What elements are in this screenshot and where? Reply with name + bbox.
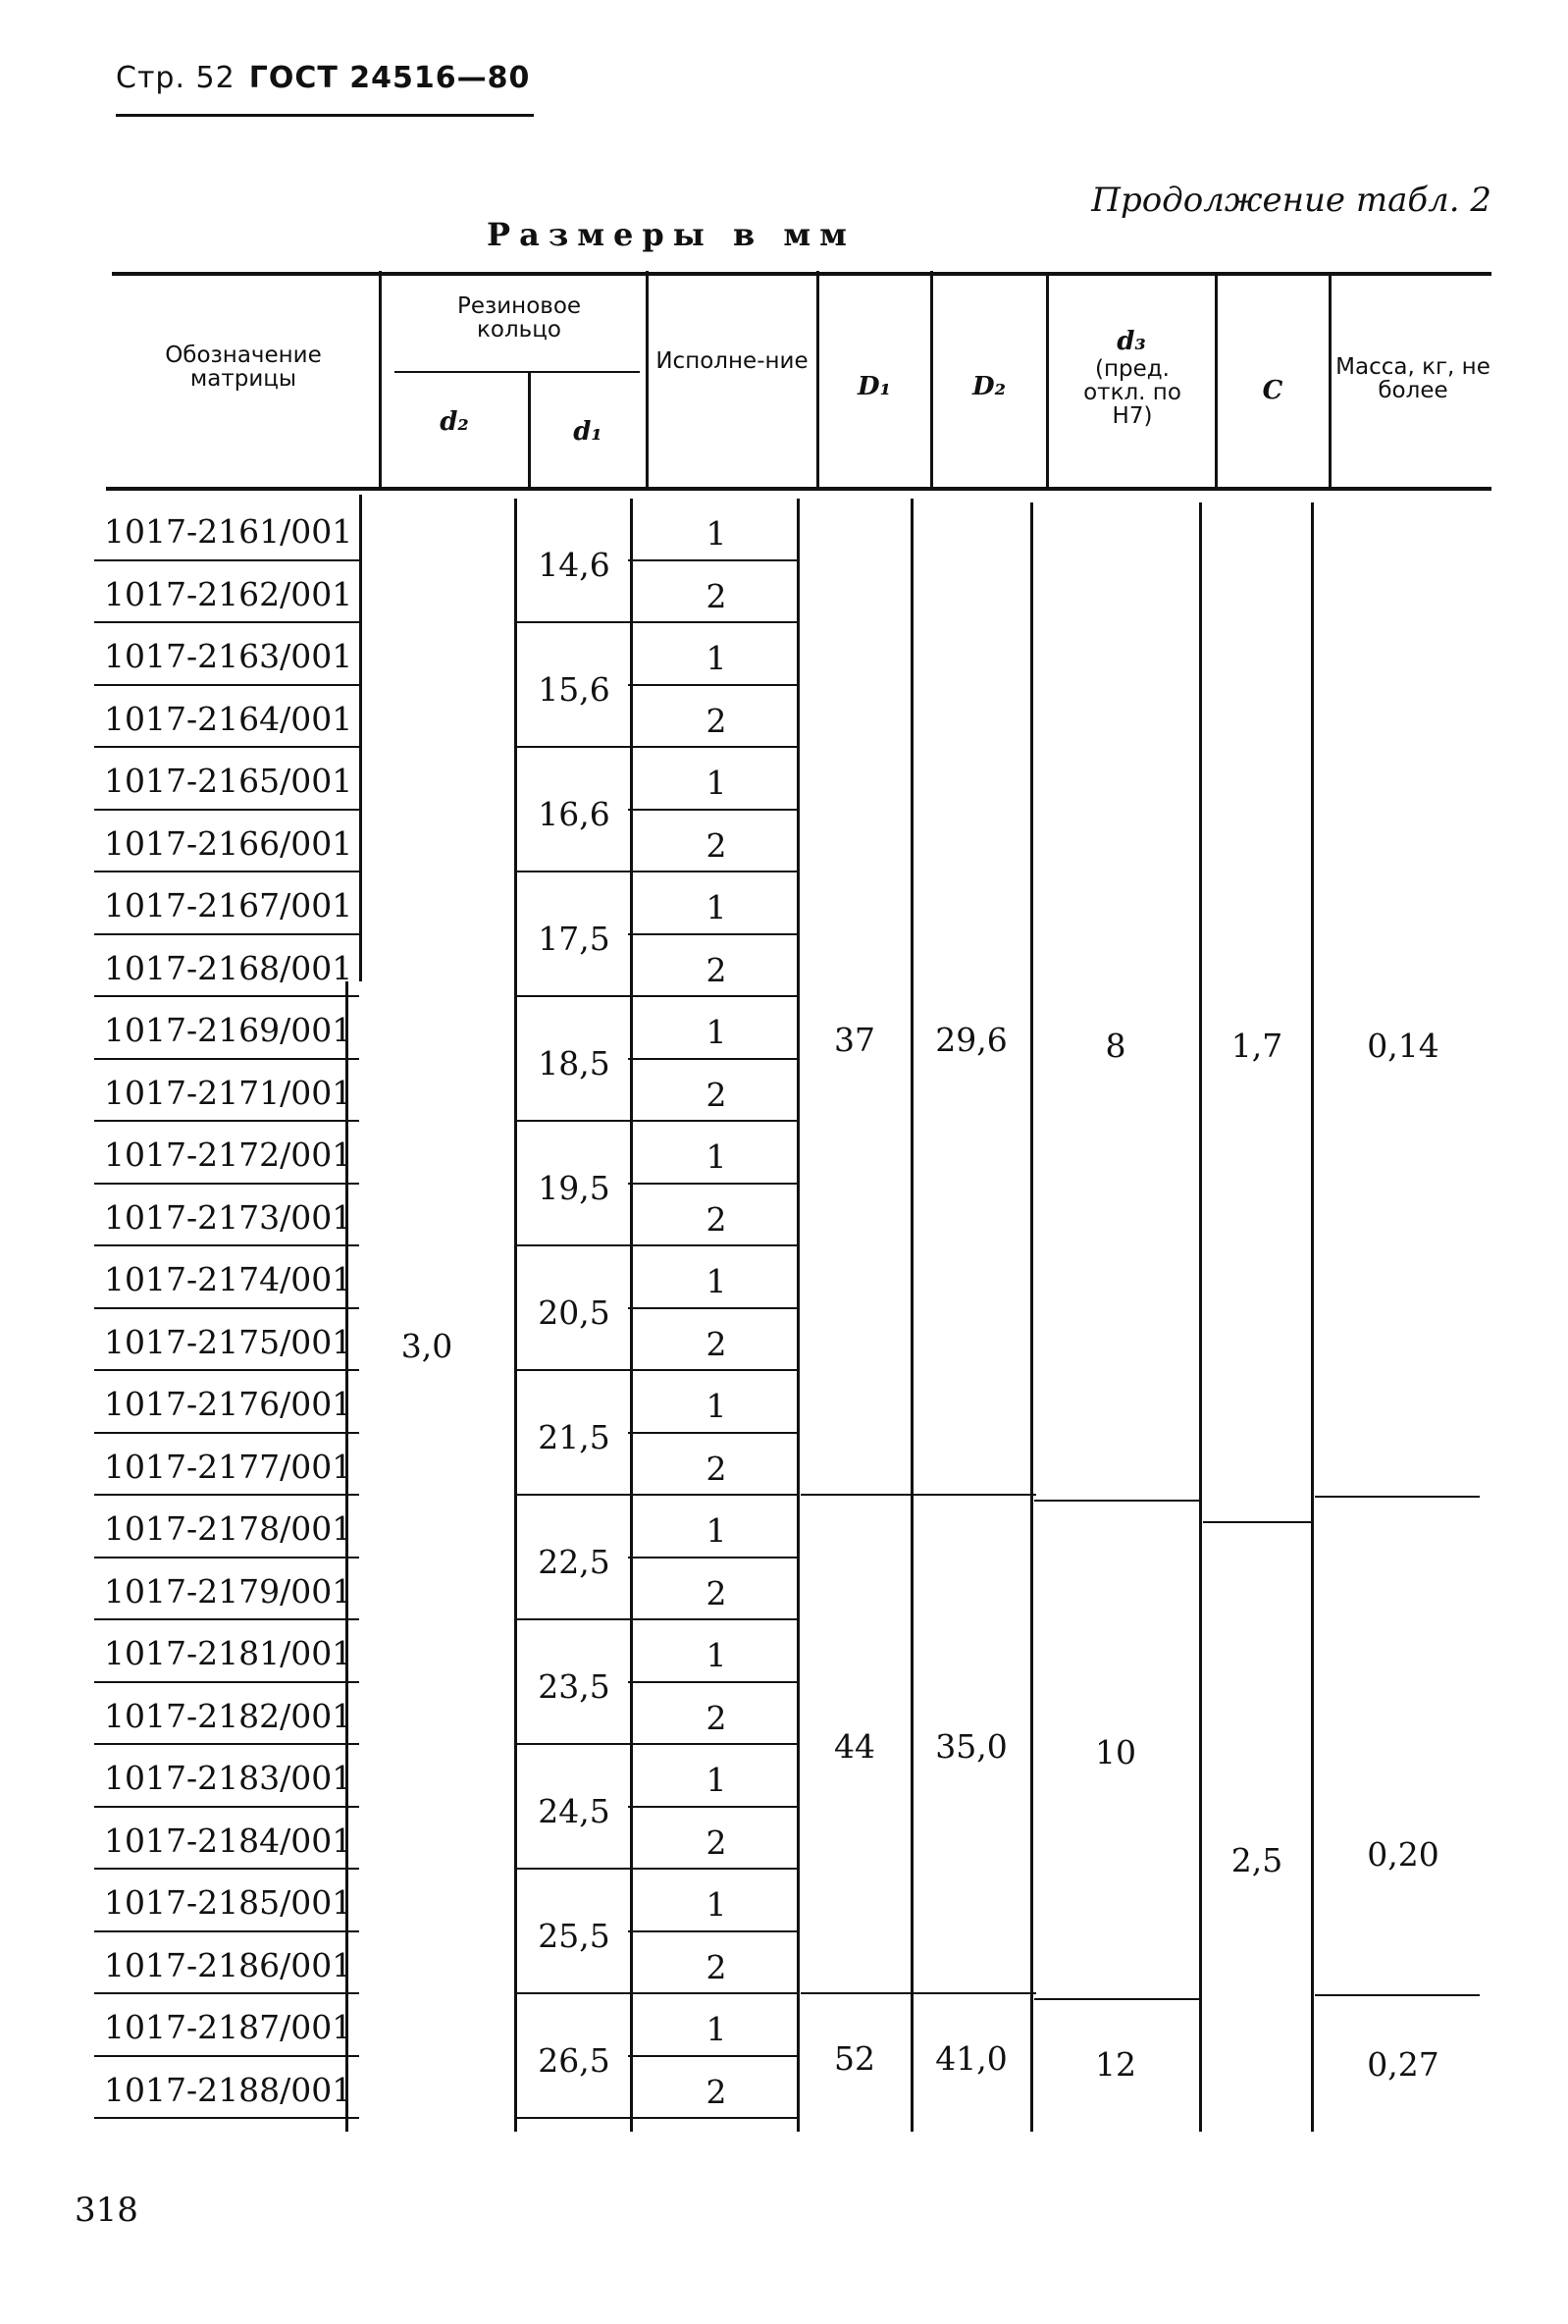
ring-d1-value: 14,6 <box>538 545 610 584</box>
ring-d1-value: 23,5 <box>538 1666 610 1706</box>
row-rule <box>628 1930 797 1932</box>
ring-d1-rule <box>516 1743 630 1745</box>
row-rule <box>628 1743 797 1745</box>
group-C2: 2,5 <box>1230 1841 1283 1879</box>
row-version: 2 <box>706 825 727 865</box>
header-divider <box>528 373 531 489</box>
group-D2: 35,0 <box>935 1727 1008 1766</box>
group-rule <box>801 1494 1036 1496</box>
ring-d1-value: 25,5 <box>538 1916 610 1955</box>
row-designation: 1017-2169/001 <box>104 1011 353 1049</box>
group-D1: 44 <box>834 1727 875 1766</box>
row-designation: 1017-2179/001 <box>104 1571 353 1611</box>
header-ring-group: Резиновое кольцо <box>456 293 582 343</box>
row-rule <box>628 809 797 811</box>
ring-d1-rule <box>516 995 630 997</box>
row-designation: 1017-2173/001 <box>104 1197 353 1237</box>
group-d3: 8 <box>1105 1027 1126 1065</box>
col-divider-d2 <box>514 499 517 2132</box>
row-rule <box>94 871 359 872</box>
row-rule <box>628 1369 797 1371</box>
row-designation: 1017-2163/001 <box>104 637 353 675</box>
row-rule <box>628 1618 797 1620</box>
row-rule <box>628 2117 797 2119</box>
row-rule <box>628 559 797 561</box>
row-designation: 1017-2176/001 <box>104 1385 353 1423</box>
ring-d1-rule <box>516 871 630 872</box>
ring-d1-rule <box>516 621 630 623</box>
row-version: 1 <box>706 514 727 553</box>
header-divider <box>816 271 819 489</box>
row-designation: 1017-2164/001 <box>104 699 353 738</box>
row-rule <box>94 1743 359 1745</box>
row-rule <box>94 1183 359 1185</box>
row-version: 2 <box>706 1698 727 1737</box>
row-rule <box>628 684 797 686</box>
ring-d1-value: 21,5 <box>538 1417 610 1456</box>
row-rule <box>628 621 797 623</box>
row-rule <box>628 746 797 748</box>
group-rule <box>801 1992 1036 1994</box>
group-D2: 29,6 <box>935 1021 1008 1059</box>
row-rule <box>94 621 359 623</box>
continuation-note: Продолжение табл. 2 <box>1091 181 1491 220</box>
header-D2: D₂ <box>972 372 1006 401</box>
col-divider-code <box>359 495 362 981</box>
ring-d2-value: 3,0 <box>400 1327 453 1365</box>
row-rule <box>628 1120 797 1122</box>
ring-d1-rule <box>516 1868 630 1870</box>
ring-d1-value: 17,5 <box>538 919 610 958</box>
row-designation: 1017-2172/001 <box>104 1136 353 1174</box>
row-version: 1 <box>706 1885 727 1924</box>
row-rule <box>628 1992 797 1994</box>
row-rule <box>94 1307 359 1309</box>
row-version: 1 <box>706 1013 727 1051</box>
group-mass: 0,14 <box>1367 1027 1439 1065</box>
row-designation: 1017-2181/001 <box>104 1634 353 1672</box>
row-version: 1 <box>706 1262 727 1300</box>
ring-d1-rule <box>516 1369 630 1371</box>
row-rule <box>94 1806 359 1808</box>
row-designation: 1017-2187/001 <box>104 2008 353 2046</box>
page-number: 318 <box>75 2191 138 2230</box>
row-rule <box>628 1494 797 1496</box>
row-version: 2 <box>706 950 727 989</box>
ring-d1-rule <box>516 2117 630 2119</box>
row-rule <box>94 746 359 748</box>
row-rule <box>94 1432 359 1434</box>
ring-d1-value: 18,5 <box>538 1043 610 1083</box>
group-d3: 10 <box>1095 1733 1136 1771</box>
row-rule <box>94 1557 359 1558</box>
row-version: 2 <box>706 701 727 740</box>
header-d2: d₂ <box>440 407 469 437</box>
header-d3-note: (пред. откл. по H7) <box>1083 356 1181 429</box>
ring-d1-value: 26,5 <box>538 2040 610 2080</box>
header-C: C <box>1262 376 1283 405</box>
row-rule <box>94 684 359 686</box>
ring-d1-rule <box>516 1244 630 1246</box>
ring-d1-value: 22,5 <box>538 1542 610 1581</box>
row-designation: 1017-2171/001 <box>104 1073 353 1112</box>
row-version: 2 <box>706 1947 727 1986</box>
row-version: 1 <box>706 639 727 677</box>
row-version: 1 <box>706 1761 727 1799</box>
ring-d1-rule <box>516 1120 630 1122</box>
col-divider-d1 <box>630 499 633 2132</box>
row-rule <box>94 1120 359 1122</box>
row-designation: 1017-2165/001 <box>104 762 353 800</box>
row-rule <box>628 2055 797 2057</box>
row-rule <box>628 1183 797 1185</box>
units-caption: Размеры в мм <box>487 216 856 253</box>
ring-d1-rule <box>516 1494 630 1496</box>
row-rule <box>94 933 359 935</box>
row-designation: 1017-2186/001 <box>104 1945 353 1984</box>
row-rule <box>94 2055 359 2057</box>
page-label: Стр. 52 <box>116 61 235 95</box>
header-divider <box>646 271 649 489</box>
row-rule <box>94 1494 359 1496</box>
row-rule <box>628 1557 797 1558</box>
row-rule <box>628 1058 797 1060</box>
row-rule <box>94 1868 359 1870</box>
header-d3: d₃ <box>1117 327 1146 356</box>
col-divider-version <box>797 499 800 2132</box>
group-d3: 12 <box>1095 2044 1136 2084</box>
row-rule <box>628 995 797 997</box>
header-bottom-rule <box>106 487 1491 491</box>
row-rule <box>94 1244 359 1246</box>
row-designation: 1017-2162/001 <box>104 574 353 613</box>
col-divider-C <box>1311 502 1314 2132</box>
row-rule <box>94 2117 359 2119</box>
ring-d1-value: 20,5 <box>538 1293 610 1332</box>
row-designation: 1017-2178/001 <box>104 1509 353 1548</box>
row-rule <box>94 1681 359 1683</box>
group-D1: 52 <box>834 2038 875 2078</box>
row-version: 1 <box>706 1387 727 1425</box>
row-version: 1 <box>706 764 727 802</box>
row-rule <box>94 1992 359 1994</box>
row-rule <box>628 1244 797 1246</box>
row-version: 1 <box>706 1636 727 1674</box>
header-d1: d₁ <box>573 417 602 447</box>
header-divider <box>1329 275 1332 489</box>
row-rule <box>94 809 359 811</box>
row-version: 2 <box>706 1449 727 1488</box>
row-rule <box>94 1369 359 1371</box>
col-divider-D2 <box>1030 502 1033 2132</box>
ring-d1-value: 15,6 <box>538 669 610 709</box>
row-rule <box>94 1058 359 1060</box>
group-rule <box>1315 1496 1480 1498</box>
header-divider <box>930 271 933 489</box>
header-divider <box>1215 275 1218 489</box>
row-version: 1 <box>706 888 727 926</box>
row-rule <box>94 995 359 997</box>
col-divider-d3 <box>1199 502 1202 2132</box>
group-rule <box>1315 1994 1480 1996</box>
group-mass: 0,20 <box>1367 1835 1439 1874</box>
ring-d1-rule <box>516 746 630 748</box>
row-designation: 1017-2185/001 <box>104 1883 353 1922</box>
row-designation: 1017-2183/001 <box>104 1759 353 1797</box>
group-rule <box>1203 1521 1311 1523</box>
header-version: Исполне-ние <box>655 348 809 374</box>
row-designation: 1017-2188/001 <box>104 2070 353 2109</box>
header-mass: Масса, кг, не более <box>1335 354 1490 403</box>
row-version: 1 <box>706 2010 727 2048</box>
row-rule <box>628 1806 797 1808</box>
header-rule <box>116 114 534 117</box>
row-rule <box>628 1681 797 1683</box>
row-version: 2 <box>706 1199 727 1239</box>
row-version: 1 <box>706 1511 727 1550</box>
group-rule <box>1034 1998 1199 2000</box>
row-rule <box>628 933 797 935</box>
group-mass: 0,27 <box>1367 2044 1439 2084</box>
ring-d1-value: 24,5 <box>538 1791 610 1830</box>
row-rule <box>94 1618 359 1620</box>
group-C: 1,7 <box>1230 1027 1283 1065</box>
row-designation: 1017-2161/001 <box>104 512 353 551</box>
row-designation: 1017-2174/001 <box>104 1260 353 1298</box>
row-rule <box>94 1930 359 1932</box>
row-designation: 1017-2166/001 <box>104 823 353 863</box>
ring-d1-value: 16,6 <box>538 794 610 833</box>
row-designation: 1017-2175/001 <box>104 1322 353 1361</box>
header-designation: Обозначение матрицы <box>165 343 322 392</box>
row-designation: 1017-2184/001 <box>104 1821 353 1860</box>
col-divider-D1 <box>911 499 914 2132</box>
standard-number: ГОСТ 24516—80 <box>248 61 531 95</box>
ring-d1-rule <box>516 1992 630 1994</box>
row-designation: 1017-2167/001 <box>104 886 353 924</box>
page-header <box>116 61 530 95</box>
row-rule <box>628 871 797 872</box>
row-designation: 1017-2168/001 <box>104 948 353 987</box>
row-rule <box>628 1307 797 1309</box>
row-version: 2 <box>706 2072 727 2111</box>
ring-group-rule <box>394 371 640 373</box>
header-divider <box>379 271 382 489</box>
row-version: 2 <box>706 1075 727 1114</box>
row-designation: 1017-2182/001 <box>104 1696 353 1735</box>
row-version: 2 <box>706 1822 727 1862</box>
row-version: 2 <box>706 1324 727 1363</box>
group-rule <box>1034 1500 1199 1502</box>
group-D1: 37 <box>834 1021 875 1059</box>
row-rule <box>94 559 359 561</box>
row-rule <box>628 1432 797 1434</box>
table-top-rule <box>112 272 1491 276</box>
row-designation: 1017-2177/001 <box>104 1447 353 1486</box>
ring-d1-value: 19,5 <box>538 1168 610 1207</box>
ring-d1-rule <box>516 1618 630 1620</box>
header-D1: D₁ <box>858 372 891 401</box>
row-version: 2 <box>706 1573 727 1612</box>
row-version: 2 <box>706 576 727 615</box>
row-rule <box>628 1868 797 1870</box>
row-version: 1 <box>706 1137 727 1176</box>
header-divider <box>1046 275 1049 489</box>
group-D2: 41,0 <box>935 2038 1008 2078</box>
